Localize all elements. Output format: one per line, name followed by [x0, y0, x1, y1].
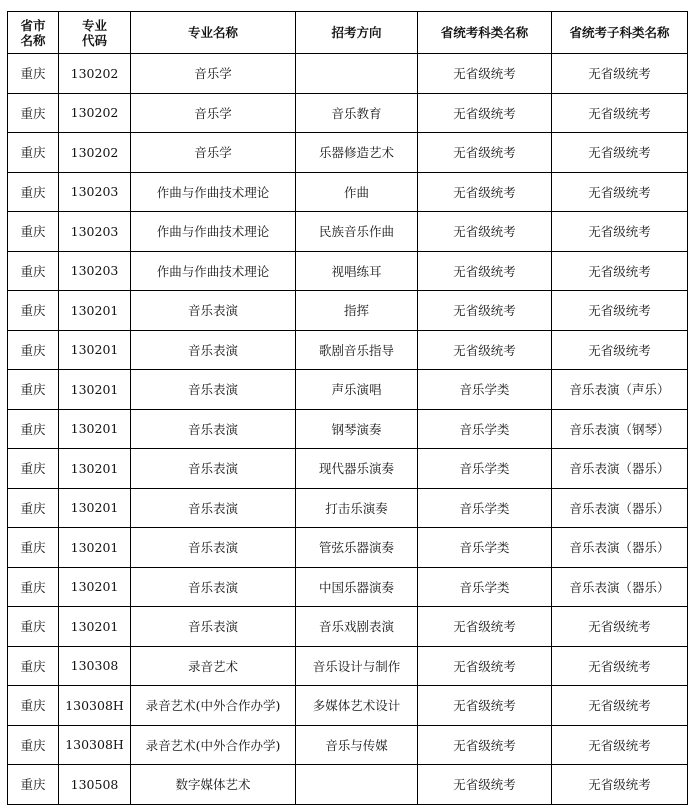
cell-exam-subcategory: 无省级统考	[552, 765, 688, 805]
header-province	[8, 12, 59, 54]
table-row	[8, 765, 688, 805]
cell-exam-subcategory: 音乐表演（钢琴）	[552, 409, 688, 449]
admissions-table	[7, 11, 688, 805]
table-header	[8, 12, 688, 54]
cell-exam-category: 无省级统考	[418, 251, 552, 291]
cell-province: 重庆	[8, 765, 59, 805]
cell-exam-category: 音乐学类	[418, 449, 552, 489]
cell-exam-category: 无省级统考	[418, 686, 552, 726]
cell-exam-subcategory: 无省级统考	[552, 93, 688, 133]
cell-exam-category: 无省级统考	[418, 646, 552, 686]
table-row	[8, 409, 688, 449]
cell-major-name: 音乐表演	[131, 330, 296, 370]
cell-major-name: 录音艺术(中外合作办学)	[131, 725, 296, 765]
header-province-line2: 名称	[20, 32, 46, 48]
cell-major-code: 130202	[59, 133, 131, 173]
table-row	[8, 528, 688, 568]
cell-direction: 钢琴演奏	[296, 409, 418, 449]
cell-major-code: 130201	[59, 488, 131, 528]
cell-province: 重庆	[8, 93, 59, 133]
cell-province: 重庆	[8, 725, 59, 765]
table-row	[8, 212, 688, 252]
cell-major-name: 音乐表演	[131, 449, 296, 489]
cell-major-code: 130201	[59, 409, 131, 449]
cell-province: 重庆	[8, 488, 59, 528]
cell-exam-category: 无省级统考	[418, 133, 552, 173]
header-major-code	[59, 12, 131, 54]
cell-province: 重庆	[8, 607, 59, 647]
cell-major-name: 音乐表演	[131, 409, 296, 449]
cell-exam-category: 音乐学类	[418, 528, 552, 568]
cell-major-name: 音乐学	[131, 54, 296, 94]
cell-exam-subcategory: 音乐表演（声乐）	[552, 370, 688, 410]
cell-major-name: 录音艺术	[131, 646, 296, 686]
table-row	[8, 133, 688, 173]
cell-exam-subcategory: 无省级统考	[552, 133, 688, 173]
cell-exam-subcategory: 无省级统考	[552, 646, 688, 686]
cell-major-name: 音乐表演	[131, 567, 296, 607]
cell-direction: 音乐戏剧表演	[296, 607, 418, 647]
cell-province: 重庆	[8, 172, 59, 212]
header-direction: 招考方向	[296, 12, 418, 54]
cell-exam-subcategory: 无省级统考	[552, 172, 688, 212]
cell-major-code: 130201	[59, 528, 131, 568]
cell-major-name: 音乐表演	[131, 607, 296, 647]
cell-exam-category: 无省级统考	[418, 172, 552, 212]
cell-major-name: 音乐学	[131, 93, 296, 133]
table-row	[8, 93, 688, 133]
cell-major-name: 作曲与作曲技术理论	[131, 212, 296, 252]
cell-exam-subcategory: 无省级统考	[552, 251, 688, 291]
cell-exam-category: 无省级统考	[418, 765, 552, 805]
cell-province: 重庆	[8, 567, 59, 607]
cell-province: 重庆	[8, 251, 59, 291]
cell-exam-subcategory: 无省级统考	[552, 686, 688, 726]
cell-exam-category: 无省级统考	[418, 93, 552, 133]
cell-direction	[296, 765, 418, 805]
cell-major-code: 130201	[59, 449, 131, 489]
cell-province: 重庆	[8, 133, 59, 173]
table-row	[8, 449, 688, 489]
table-row	[8, 54, 688, 94]
cell-major-code: 130201	[59, 370, 131, 410]
table-row	[8, 488, 688, 528]
cell-major-code: 130201	[59, 330, 131, 370]
cell-direction: 视唱练耳	[296, 251, 418, 291]
cell-direction: 音乐设计与制作	[296, 646, 418, 686]
cell-direction: 现代器乐演奏	[296, 449, 418, 489]
cell-direction: 打击乐演奏	[296, 488, 418, 528]
header-province-line1: 省市	[20, 17, 46, 33]
cell-direction: 民族音乐作曲	[296, 212, 418, 252]
cell-major-code: 130203	[59, 172, 131, 212]
cell-direction: 管弦乐器演奏	[296, 528, 418, 568]
cell-exam-category: 音乐学类	[418, 409, 552, 449]
cell-exam-subcategory: 音乐表演（器乐）	[552, 488, 688, 528]
cell-direction: 多媒体艺术设计	[296, 686, 418, 726]
cell-major-code: 130202	[59, 54, 131, 94]
cell-province: 重庆	[8, 686, 59, 726]
cell-direction: 指挥	[296, 291, 418, 331]
cell-direction: 歌剧音乐指导	[296, 330, 418, 370]
cell-major-code: 130201	[59, 607, 131, 647]
cell-direction	[296, 54, 418, 94]
cell-exam-subcategory: 音乐表演（器乐）	[552, 528, 688, 568]
cell-major-code: 130203	[59, 212, 131, 252]
cell-major-code: 130203	[59, 251, 131, 291]
cell-major-name: 作曲与作曲技术理论	[131, 172, 296, 212]
header-major-code-line1: 专业	[81, 17, 107, 33]
cell-direction: 音乐教育	[296, 93, 418, 133]
cell-major-code: 130308H	[59, 686, 131, 726]
table-body	[8, 54, 688, 805]
cell-exam-subcategory: 无省级统考	[552, 291, 688, 331]
cell-direction: 音乐与传媒	[296, 725, 418, 765]
cell-exam-subcategory: 音乐表演（器乐）	[552, 567, 688, 607]
header-major-code-line2: 代码	[81, 32, 107, 48]
cell-major-code: 130308H	[59, 725, 131, 765]
cell-exam-subcategory: 无省级统考	[552, 212, 688, 252]
header-row	[8, 12, 688, 54]
cell-province: 重庆	[8, 212, 59, 252]
table-row	[8, 725, 688, 765]
cell-province: 重庆	[8, 409, 59, 449]
table-row	[8, 607, 688, 647]
cell-major-name: 音乐表演	[131, 370, 296, 410]
cell-major-name: 音乐学	[131, 133, 296, 173]
table-row	[8, 567, 688, 607]
cell-exam-category: 无省级统考	[418, 212, 552, 252]
cell-province: 重庆	[8, 291, 59, 331]
cell-major-code: 130201	[59, 567, 131, 607]
cell-major-name: 作曲与作曲技术理论	[131, 251, 296, 291]
cell-exam-subcategory: 音乐表演（器乐）	[552, 449, 688, 489]
cell-major-code: 130202	[59, 93, 131, 133]
cell-major-code: 130308	[59, 646, 131, 686]
cell-exam-category: 无省级统考	[418, 330, 552, 370]
cell-major-name: 音乐表演	[131, 291, 296, 331]
table-row	[8, 291, 688, 331]
table-row	[8, 370, 688, 410]
cell-exam-category: 音乐学类	[418, 488, 552, 528]
cell-major-code: 130201	[59, 291, 131, 331]
header-exam-subcategory: 省统考子科类名称	[552, 12, 688, 54]
cell-direction: 声乐演唱	[296, 370, 418, 410]
cell-exam-category: 无省级统考	[418, 54, 552, 94]
cell-direction: 乐器修造艺术	[296, 133, 418, 173]
cell-province: 重庆	[8, 449, 59, 489]
cell-major-name: 音乐表演	[131, 488, 296, 528]
cell-exam-subcategory: 无省级统考	[552, 54, 688, 94]
table-row	[8, 330, 688, 370]
cell-exam-category: 音乐学类	[418, 567, 552, 607]
header-major-name: 专业名称	[131, 12, 296, 54]
cell-exam-category: 音乐学类	[418, 370, 552, 410]
cell-exam-category: 无省级统考	[418, 607, 552, 647]
admissions-table-container	[7, 11, 688, 805]
cell-major-code: 130508	[59, 765, 131, 805]
cell-major-name: 数字媒体艺术	[131, 765, 296, 805]
cell-province: 重庆	[8, 54, 59, 94]
table-row	[8, 251, 688, 291]
cell-exam-subcategory: 无省级统考	[552, 607, 688, 647]
cell-direction: 作曲	[296, 172, 418, 212]
cell-direction: 中国乐器演奏	[296, 567, 418, 607]
cell-exam-category: 无省级统考	[418, 725, 552, 765]
cell-exam-subcategory: 无省级统考	[552, 725, 688, 765]
cell-province: 重庆	[8, 330, 59, 370]
cell-major-name: 录音艺术(中外合作办学)	[131, 686, 296, 726]
cell-exam-subcategory: 无省级统考	[552, 330, 688, 370]
table-row	[8, 172, 688, 212]
table-row	[8, 686, 688, 726]
cell-province: 重庆	[8, 646, 59, 686]
header-exam-category: 省统考科类名称	[418, 12, 552, 54]
cell-province: 重庆	[8, 370, 59, 410]
cell-exam-category: 无省级统考	[418, 291, 552, 331]
cell-major-name: 音乐表演	[131, 528, 296, 568]
cell-province: 重庆	[8, 528, 59, 568]
table-row	[8, 646, 688, 686]
